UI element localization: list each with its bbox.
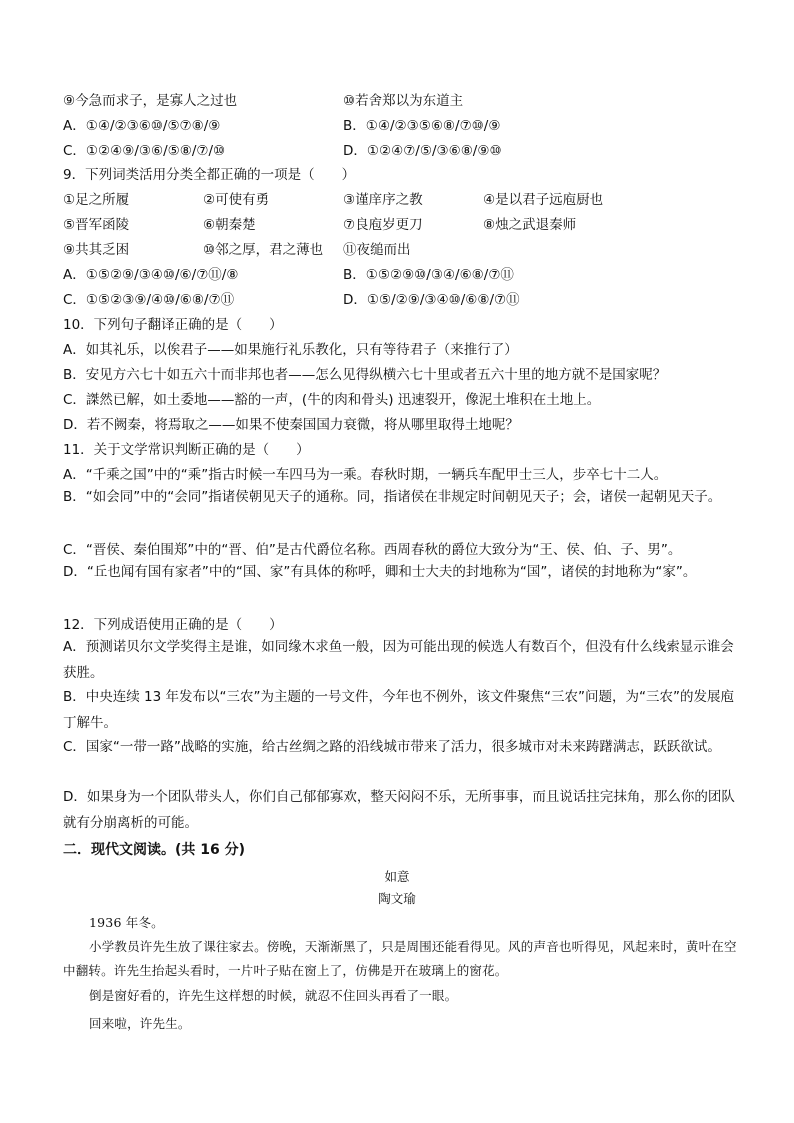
q9-item-6: ⑥朝秦楚 [203, 217, 256, 233]
q10-option-d: D．若不阙秦，将焉取之——如果不使秦国国力衰微，将从哪里取得土地呢？ [63, 417, 519, 433]
story-paragraph-2: 小学教员许先生放了课往家去。傍晚，天渐渐黑了，只是周围还能看得见。风的声音也听得见，风起来时，黄叶在空中翻转。许先生抬起头看时，一片叶子贴在窗上了，仿佛是开在玻璃上的窗花。 [63, 939, 737, 978]
story-paragraph-4: 回来啦，许先生。 [89, 1016, 191, 1031]
q9-item-7: ⑦良庖岁更刀 [343, 217, 423, 233]
q10-option-c: C．謋然已解，如土委地——豁的一声，(牛的肉和骨头) 迅速裂开，像泥土堆积在土地上。 [63, 392, 601, 408]
q12-option-c: C．国家“一带一路”战略的实施，给古丝绸之路的沿线城市带来了活力，很多城市对未来踌躇满志，跃跃欲试。 [63, 739, 721, 755]
story-author: 陶文瑜 [378, 891, 416, 906]
q10-option-b: B．安见方六七十如五六十而非邦也者——怎么见得纵横六七十里或者五六十里的地方就不是国家呢？ [63, 367, 667, 383]
q10-option-a: A．如其礼乐，以俟君子——如果施行礼乐教化，只有等待君子（来推行了） [63, 342, 518, 358]
story-title: 如意 [384, 869, 410, 884]
q9-item-5: ⑤晋军函陵 [63, 217, 130, 233]
q9-option-a: A．①⑤②⑨/③④⑩/⑥/⑦⑪/⑧ [63, 267, 239, 283]
q9-item-8: ⑧烛之武退秦师 [483, 217, 577, 233]
q8-option-d: D．①②④⑦/⑤/③⑥⑧/⑨⑩ [343, 143, 502, 159]
q11-stem: 11．关于文学常识判断正确的是（ ） [63, 442, 310, 458]
q9-item-9: ⑨共其乏困 [63, 242, 130, 258]
q9-item-2: ②可使有勇 [203, 192, 270, 208]
q11-option-a: A．“千乘之国”中的“乘”指古时候一车四马为一乘。春秋时期，一辆兵车配甲士三人，步卒七十二人。 [63, 467, 668, 483]
q9-item-1: ①足之所履 [63, 192, 130, 208]
q8-item-10: ⑩若舍郑以为东道主 [343, 93, 464, 109]
q8-option-b: B．①④/②③⑤⑥⑧/⑦⑩/⑨ [343, 118, 501, 134]
q12-option-a: A．预测诺贝尔文学奖得主是谁，如同缘木求鱼一般，因为可能出现的候选人有数百个，但没有什么线索显示谁会获胜。 [63, 639, 734, 681]
section-2-heading: 二．现代文阅读。(共 16 分) [63, 842, 246, 858]
q12-option-b: B．中央连续 13 年发布以“三农”为主题的一号文件，今年也不例外，该文件聚焦“三农”问题，为“三农”的发展庖丁解牛。 [63, 689, 734, 731]
q9-stem: 9．下列词类活用分类全都正确的一项是（ ） [63, 167, 356, 183]
q9-option-c: C．①⑤②③⑨/④⑩/⑥⑧/⑦⑪ [63, 292, 235, 308]
q9-item-3: ③谨庠序之教 [343, 192, 423, 208]
q9-item-10: ⑩邻之厚，君之薄也 [203, 242, 324, 258]
story-paragraph-1: 1936 年冬。 [89, 915, 164, 930]
q12-stem: 12．下列成语使用正确的是（ ） [63, 617, 283, 633]
q11-option-c: C．“晋侯、秦伯围郑”中的“晋、伯”是古代爵位名称。西周春秋的爵位大致分为“王、侯、伯、子、男”。 [63, 542, 682, 558]
q12-option-d: D．如果身为一个团队带头人，你们自己郁郁寡欢，整天闷闷不乐，无所事事，而且说话拄完抹角，那么你的团队就有分崩离析的可能。 [63, 789, 735, 831]
q8-option-c: C．①②④⑨/③⑥/⑤⑧/⑦/⑩ [63, 143, 226, 159]
q8-item-9: ⑨今急而求子，是寡人之过也 [63, 93, 238, 109]
q11-option-d: D．“丘也闻有国有家者”中的“国、家”有具体的称呼，卿和士大夫的封地称为“国”，诸侯的封地称为“家”。 [63, 564, 697, 580]
q9-item-11: ⑪夜缒而出 [343, 242, 411, 258]
q9-option-b: B．①⑤②⑨⑩/③④/⑥⑧/⑦⑪ [343, 267, 514, 283]
q9-option-d: D．①⑤/②⑨/③④⑩/⑥⑧/⑦⑪ [343, 292, 520, 308]
q11-option-b: B．“如会同”中的“会同”指诸侯朝见天子的通称。同，指诸侯在非规定时间朝见天子；会，诸侯一起朝见天子。 [63, 489, 722, 505]
q9-item-4: ④是以君子远庖厨也 [483, 192, 604, 208]
q8-option-a: A．①④/②③⑥⑩/⑤⑦⑧/⑨ [63, 118, 221, 134]
story-paragraph-3: 倒是窗好看的，许先生这样想的时候，就忍不住回头再看了一眼。 [89, 988, 458, 1003]
q10-stem: 10．下列句子翻译正确的是（ ） [63, 317, 283, 333]
